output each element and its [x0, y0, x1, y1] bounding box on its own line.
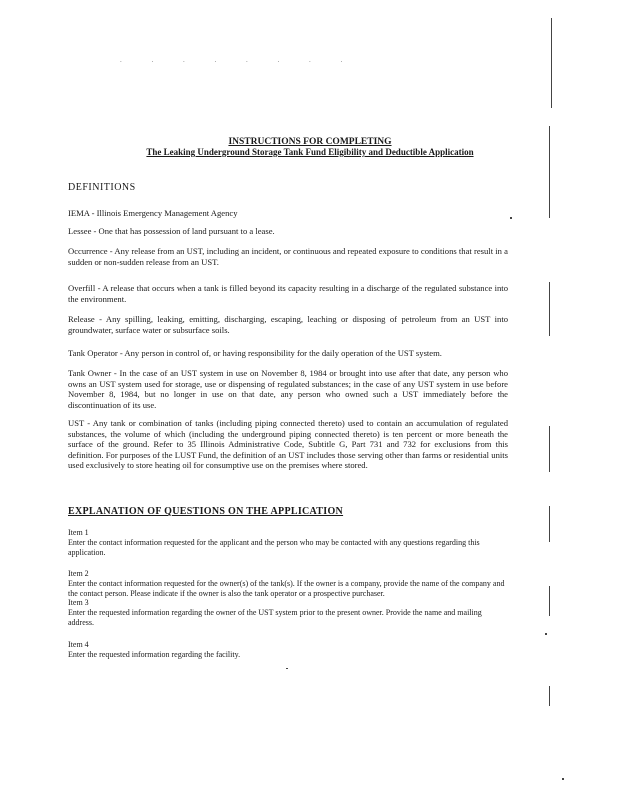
item-text: Enter the contact information requested for the owner(s) of the tank(s). If the owner is a company, provide the name of the company and the contact person. Please indicate if the owner is also the tank operator or a prospective purchaser. — [68, 579, 505, 598]
definition-tank-operator: Tank Operator - Any person in control of, or having responsibility for the daily operation of the UST system. — [68, 348, 442, 358]
scan-speck — [510, 217, 512, 219]
document-subtitle: The Leaking Underground Storage Tank Fund Eligibility and Deductible Application — [146, 147, 474, 157]
item-label: Item 1 — [68, 528, 89, 537]
scan-margin-line — [549, 586, 550, 616]
header-dots: . . . . . . . . — [120, 56, 357, 64]
scan-margin-line — [549, 686, 550, 706]
item-label: Item 2 — [68, 569, 89, 578]
definition-occurrence: Occurrence - Any release from an UST, including an incident, or continuous and repeated exposure to conditions that result in a sudden or non-sudden release from an UST. — [68, 246, 508, 267]
scan-speck — [286, 668, 288, 669]
scan-speck — [545, 633, 547, 635]
item-text: Enter the requested information regarding the facility. — [68, 650, 241, 659]
scan-margin-line — [549, 506, 550, 542]
scan-margin-line — [549, 282, 550, 336]
definition-lessee: Lessee - One that has possession of land pursuant to a lease. — [68, 226, 275, 236]
definition-tank-owner: Tank Owner - In the case of an UST system in use on November 8, 1984 or brought into use after that date, any person who owns an UST system used for storage, use or dispensing of regulated substances; in the case of any UST system in use before November 8, 1984, but no longer in use on that date, any person who owned such a UST immediately before the discontinuation of its use. — [68, 368, 508, 410]
item-text: Enter the contact information requested for the applicant and the person who may be contacted with any questions regarding this application. — [68, 538, 480, 557]
definitions-heading: DEFINITIONS — [68, 182, 136, 193]
item-label: Item 4 — [68, 640, 89, 649]
definition-ust: UST - Any tank or combination of tanks (including piping connected thereto) used to contain an accumulation of regulated substances, the volume of which (including the underground piping connected thereto) is ten percent or more beneath the surface of the ground. Refer to 35 Illinois Administrative Code, Subtitle G, Part 731 and 732 for exclusions from this definition. For purposes of the LUST Fund, the definition of an UST includes those serving other than farms or residential units used exclusively to store heating oil for consumptive use on the premises where stored. — [68, 418, 508, 470]
scan-margin-line — [551, 18, 552, 108]
item-label: Item 3 — [68, 598, 89, 607]
document-title: INSTRUCTIONS FOR COMPLETING — [228, 137, 392, 147]
scan-margin-line — [549, 426, 550, 472]
definition-overfill: Overfill - A release that occurs when a tank is filled beyond its capacity resulting in a discharge of the regulated substance into the environment. — [68, 283, 508, 304]
item-text: Enter the requested information regarding the owner of the UST system prior to the present owner. Provide the name and mailing address. — [68, 608, 482, 627]
definition-iema: IEMA - Illinois Emergency Management Agency — [68, 208, 238, 218]
definition-release: Release - Any spilling, leaking, emitting, discharging, escaping, leaching or disposing of petroleum from an UST into groundwater, surface water or subsurface soils. — [68, 314, 508, 335]
explanation-heading: EXPLANATION OF QUESTIONS ON THE APPLICATION — [68, 506, 344, 517]
scan-speck — [562, 778, 564, 780]
